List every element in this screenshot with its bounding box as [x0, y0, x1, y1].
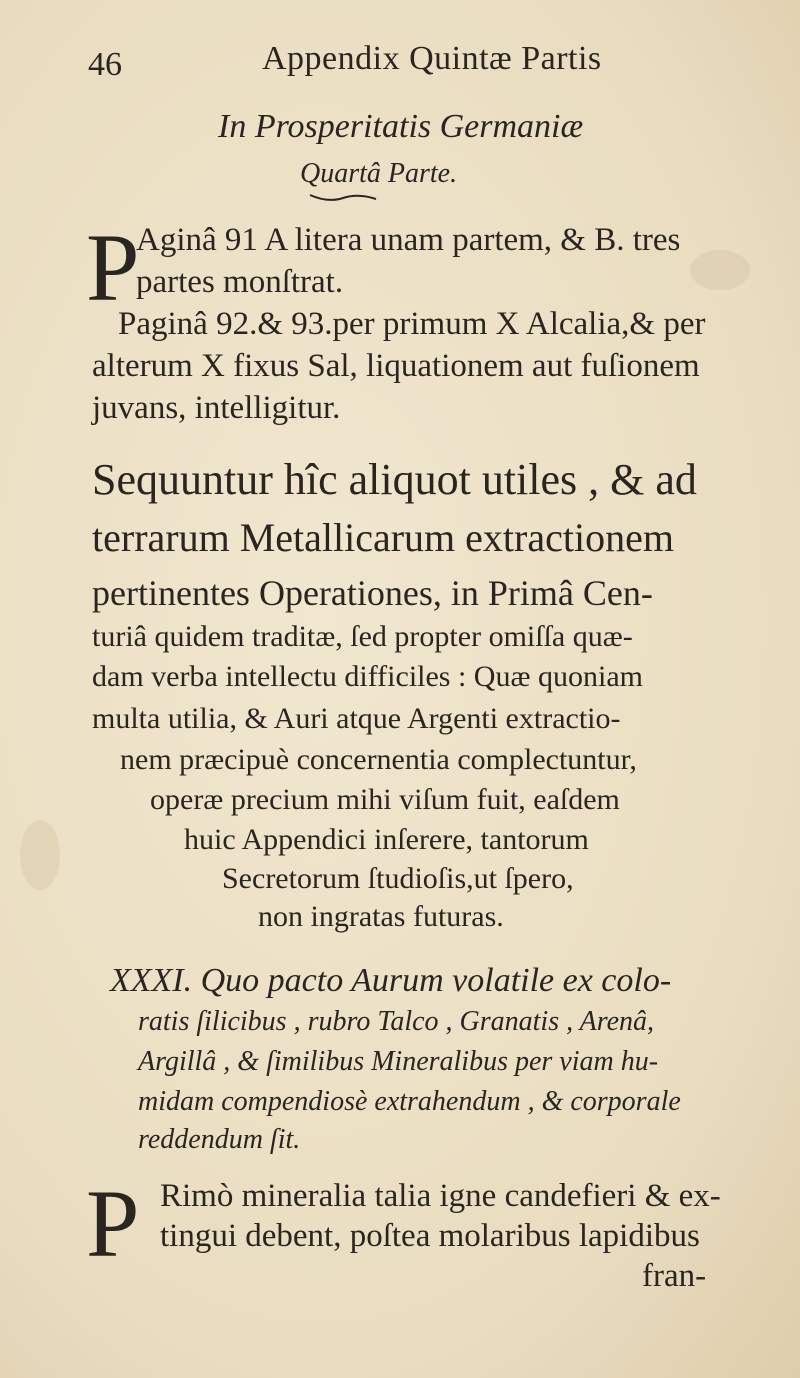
text-line: Sequuntur hîc aliquot utiles , & ad [92, 455, 697, 504]
page-number: 46 [88, 46, 122, 83]
text-line: Rimò mineralia talia igne candefieri & ex- [160, 1178, 721, 1214]
text-line: non ingratas futuras. [258, 900, 504, 933]
text-line: dam verba intellectu difficiles : Quæ quoniam [92, 660, 643, 693]
chapter-heading-line: Argillâ , & ſimilibus Mineralibus per viam hu- [138, 1046, 659, 1077]
text-line: multa utilia, & Auri atque Argenti extractio- [92, 702, 621, 735]
text-line: tingui debent, poſtea molaribus lapidibus [160, 1218, 700, 1254]
drop-cap: P [86, 214, 140, 321]
catchword: fran- [642, 1258, 707, 1294]
chapter-heading-line: midam compendiosè extrahendum , & corporale [138, 1086, 681, 1117]
chapter-heading-line: ratis ſilicibus , rubro Talco , Granatis , Arenâ, [138, 1006, 654, 1037]
running-title: Appendix Quintæ Partis [262, 40, 602, 77]
text-line: juvans, intelligitur. [92, 390, 341, 426]
text-line: terrarum Metallicarum extractionem [92, 515, 674, 560]
chapter-heading-line: reddendum ſit. [138, 1124, 301, 1155]
running-header [0, 30, 800, 86]
drop-cap: P [86, 1170, 140, 1277]
text-line: Secretorum ſtudioſis,ut ſpero, [222, 862, 574, 895]
text-line: operæ precium mihi viſum fuit, eaſdem [150, 783, 620, 816]
text-line: turiâ quidem traditæ, ſed propter omiſſa quæ- [92, 620, 633, 653]
section-title: In Prosperitatis Germaniæ [218, 108, 584, 145]
paper-stain [690, 250, 750, 290]
subtitle-swash-ornament [308, 193, 378, 203]
text-line: Paginâ 92.& 93.per primum X Alcalia,& per [118, 306, 706, 342]
text-line: nem præcipuè concernentia complectuntur, [120, 743, 637, 776]
section-subtitle: Quartâ Parte. [300, 158, 458, 189]
chapter-heading-line: XXXI. Quo pacto Aurum volatile ex colo- [110, 962, 672, 999]
text-line: Aginâ 91 A litera unam partem, & B. tres [136, 222, 681, 258]
paper-stain [20, 820, 60, 890]
text-line: partes monſtrat. [136, 264, 344, 300]
text-line: alterum X fixus Sal, liquationem aut fuſionem [92, 348, 700, 384]
text-line: pertinentes Operationes, in Primâ Cen- [92, 573, 653, 613]
text-line: huic Appendici inſerere, tantorum [184, 823, 589, 856]
